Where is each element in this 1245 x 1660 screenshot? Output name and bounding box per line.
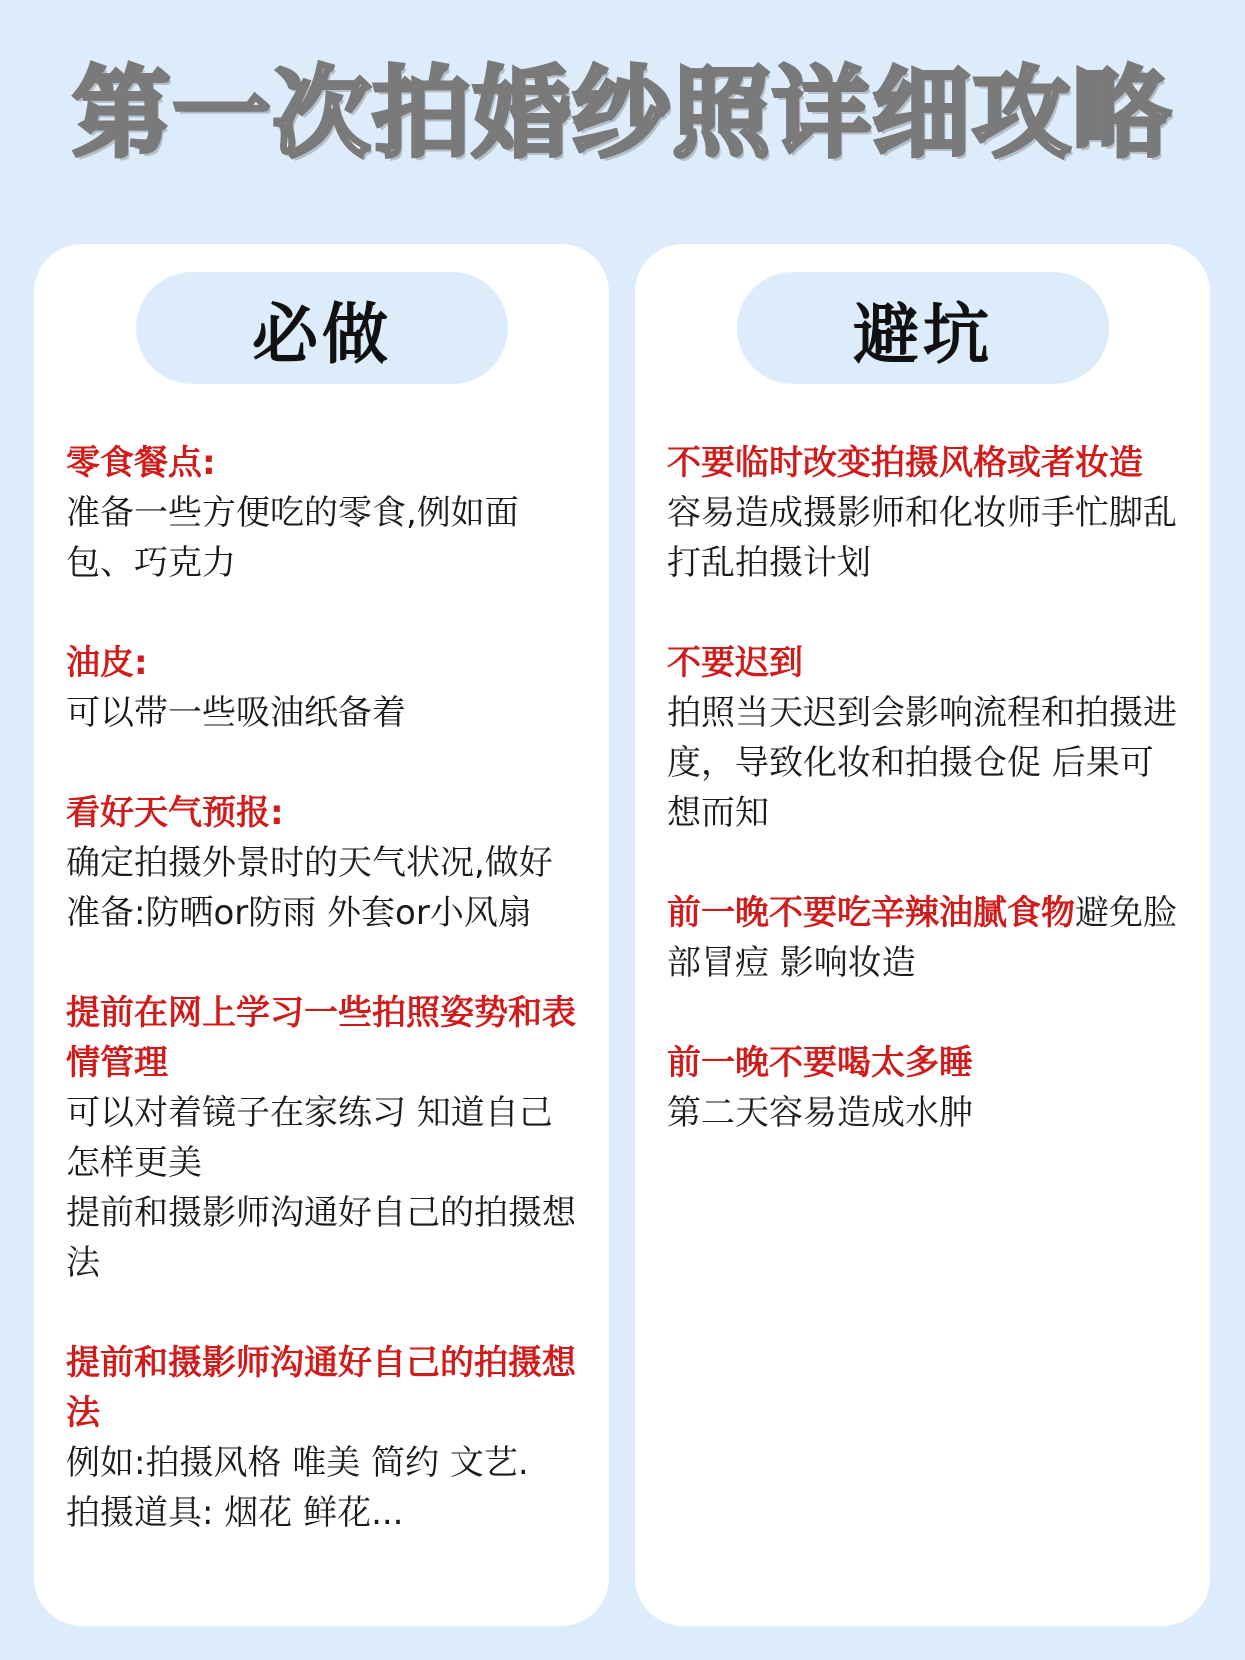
list-item — [667, 1038, 1187, 1138]
item-heading: 油皮: — [66, 643, 148, 683]
item-body: 第二天容易造成水肿 — [667, 1093, 973, 1133]
list-item — [66, 1338, 586, 1538]
item-body: 容易造成摄影师和化妆师手忙脚乱打乱拍摄计划 — [667, 493, 1177, 583]
item-body: 可以带一些吸油纸备着 — [66, 693, 406, 733]
item-inline-text: 避免脸部冒痘 影响妆造 — [667, 893, 1177, 983]
item-body: 提前和摄影师沟通好自己的拍摄想法 — [66, 1193, 576, 1283]
must-do-list — [66, 438, 586, 1588]
item-heading: 零食餐点: — [66, 443, 216, 483]
item-heading: 前一晚不要喝太多睡 — [667, 1043, 973, 1083]
item-heading: 看好天气预报: — [66, 793, 284, 833]
list-item — [66, 438, 586, 588]
item-body: 准备一些方便吃的零食,例如面包、巧克力 — [66, 493, 519, 583]
item-heading: 不要临时改变拍摄风格或者妆造 — [667, 443, 1143, 483]
list-item — [66, 988, 586, 1288]
list-item — [667, 638, 1187, 838]
item-body: 拍照当天迟到会影响流程和拍摄进度，导致化妆和拍摄仓促 后果可想而知 — [667, 693, 1177, 833]
list-item — [66, 788, 586, 938]
avoid-header: 避坑 — [737, 272, 1109, 384]
avoid-panel — [635, 244, 1210, 1626]
item-heading: 不要迟到 — [667, 643, 803, 683]
must-do-panel — [34, 244, 609, 1626]
item-body: 例如:拍摄风格 唯美 简约 文艺. — [66, 1443, 529, 1483]
page-title: 第一次拍婚纱照详细攻略 — [72, 57, 1173, 171]
list-item — [66, 638, 586, 738]
item-heading: 提前和摄影师沟通好自己的拍摄想法 — [66, 1343, 576, 1433]
list-item — [667, 888, 1187, 988]
item-body — [667, 888, 1187, 988]
item-body: 确定拍摄外景时的天气状况,做好准备:防晒or防雨 外套or小风扇 — [66, 843, 553, 933]
item-heading: 提前在网上学习一些拍照姿势和表情管理 — [66, 993, 576, 1083]
list-item — [667, 438, 1187, 588]
item-heading: 前一晚不要吃辛辣油腻食物 — [667, 893, 1075, 933]
item-body: 可以对着镜子在家练习 知道自己怎样更美 — [66, 1093, 553, 1183]
avoid-list — [667, 438, 1187, 1188]
item-body: 拍摄道具: 烟花 鲜花... — [66, 1493, 404, 1533]
must-do-header: 必做 — [136, 272, 508, 384]
